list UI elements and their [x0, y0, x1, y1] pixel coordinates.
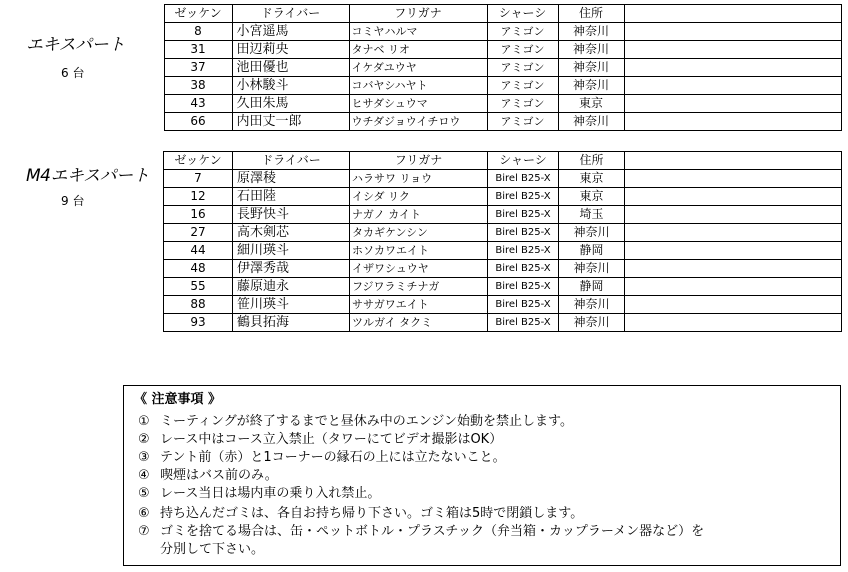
driver-name: 内田丈一郎: [232, 113, 349, 131]
note-text: 喫煙はバス前のみ。: [160, 468, 278, 483]
note-number: ⑦: [138, 524, 150, 539]
chassis: Birel B25-X: [488, 278, 559, 296]
prefecture: 神奈川: [558, 77, 624, 95]
note-item: [138, 520, 704, 539]
prefecture: 静岡: [559, 242, 625, 260]
prefecture: 東京: [558, 95, 624, 113]
chassis: アミゴン: [487, 41, 558, 59]
prefecture: 神奈川: [559, 224, 625, 242]
driver-name: 高木剣芯: [233, 224, 350, 242]
note-item: [138, 428, 502, 447]
driver-kana: イシダ リク: [350, 188, 488, 206]
note-number: ①: [138, 414, 150, 429]
table-row: [164, 170, 842, 188]
class-label-m4-expert: M4エキスパート: [26, 166, 150, 186]
note-item: [138, 446, 506, 465]
notes-title: 《 注意事項 》: [134, 392, 222, 407]
bib-number: 37: [164, 59, 232, 77]
prefecture: 埼玉: [559, 206, 625, 224]
table-header-row: [123, 5, 841, 23]
chassis: Birel B25-X: [488, 188, 559, 206]
bib-number: 12: [164, 188, 233, 206]
notes-box: [123, 385, 841, 566]
prefecture: 神奈川: [559, 314, 625, 332]
header-chassis: シャーシ: [487, 5, 558, 23]
bib-number: 7: [164, 170, 233, 188]
class-count-expert: 6 台: [61, 66, 85, 80]
bib-number: 88: [164, 296, 233, 314]
entry-table-expert: [123, 4, 842, 131]
bib-number: 55: [164, 278, 233, 296]
bib-number: 31: [164, 41, 232, 59]
prefecture: 神奈川: [558, 41, 624, 59]
chassis: Birel B25-X: [488, 296, 559, 314]
driver-kana: ナガノ カイト: [350, 206, 488, 224]
note-text: ミーティングが終了するまでと昼休み中のエンジン始動を禁止します。: [160, 414, 574, 429]
prefecture: 神奈川: [559, 296, 625, 314]
header-kana: フリガナ: [349, 5, 487, 23]
chassis: アミゴン: [487, 23, 558, 41]
bib-number: 93: [164, 314, 233, 332]
note-number: ⑤: [138, 486, 150, 501]
driver-name: 池田優也: [232, 59, 349, 77]
driver-name: 原澤稜: [233, 170, 350, 188]
chassis: アミゴン: [487, 59, 558, 77]
driver-kana: フジワラミチナガ: [350, 278, 488, 296]
table-row: [164, 242, 842, 260]
note-text: レース当日は場内車の乗り入れ禁止。: [160, 486, 381, 501]
bib-number: 43: [164, 95, 232, 113]
driver-name: 小宮遥馬: [232, 23, 349, 41]
driver-name: 小林駿斗: [232, 77, 349, 95]
driver-name: 笹川瑛斗: [233, 296, 350, 314]
chassis: アミゴン: [487, 113, 558, 131]
driver-kana: ホソカワエイト: [350, 242, 488, 260]
note-continuation: 分別して下さい。: [160, 542, 265, 557]
table-row: [164, 224, 842, 242]
bib-number: 27: [164, 224, 233, 242]
table-row: [164, 188, 842, 206]
prefecture: 神奈川: [558, 23, 624, 41]
table-row: [123, 41, 841, 59]
table-row: [164, 206, 842, 224]
driver-name: 久田朱馬: [232, 95, 349, 113]
note-item: [138, 464, 278, 483]
prefecture: 神奈川: [558, 113, 624, 131]
chassis: Birel B25-X: [488, 314, 559, 332]
driver-kana: イケダユウヤ: [349, 59, 487, 77]
table-row: [123, 59, 841, 77]
note-text: ゴミを捨てる場合は、缶・ペットボトル・プラスチック（弁当箱・カップラーメン器など）を: [160, 524, 705, 539]
driver-name: 石田陸: [233, 188, 350, 206]
driver-name: 長野快斗: [233, 206, 350, 224]
bib-number: 16: [164, 206, 233, 224]
table-header-row: [164, 152, 842, 170]
header-pref: 住所: [559, 152, 625, 170]
note-number: ②: [138, 432, 150, 447]
driver-kana: イザワシュウヤ: [350, 260, 488, 278]
prefecture: 静岡: [559, 278, 625, 296]
header-bib: ゼッケン: [164, 152, 233, 170]
header-bib: ゼッケン: [164, 5, 232, 23]
chassis: Birel B25-X: [488, 206, 559, 224]
driver-kana: ツルガイ タクミ: [350, 314, 488, 332]
table-row: [123, 23, 841, 41]
driver-name: 藤原迪永: [233, 278, 350, 296]
driver-kana: ハラサワ リョウ: [350, 170, 488, 188]
table-row: [164, 260, 842, 278]
prefecture: 神奈川: [559, 260, 625, 278]
driver-name: 細川瑛斗: [233, 242, 350, 260]
note-text: 持ち込んだゴミは、各自お持ち帰り下さい。ゴミ箱は5時で閉鎖します。: [160, 506, 584, 521]
header-pref: 住所: [558, 5, 624, 23]
header-driver: ドライバー: [232, 5, 349, 23]
header-chassis: シャーシ: [488, 152, 559, 170]
table-row: [123, 95, 841, 113]
note-item: [138, 410, 573, 429]
note-number: ③: [138, 450, 150, 465]
note-number: ④: [138, 468, 150, 483]
prefecture: 東京: [559, 188, 625, 206]
chassis: Birel B25-X: [488, 242, 559, 260]
note-text: テント前（赤）と1コーナーの縁石の上には立たないこと。: [160, 450, 506, 465]
note-item: [138, 502, 583, 521]
prefecture: 神奈川: [558, 59, 624, 77]
note-item: [138, 482, 380, 501]
chassis: アミゴン: [487, 77, 558, 95]
bib-number: 66: [164, 113, 232, 131]
driver-kana: タナベ リオ: [349, 41, 487, 59]
bib-number: 38: [164, 77, 232, 95]
bib-number: 8: [164, 23, 232, 41]
driver-name: 田辺莉央: [232, 41, 349, 59]
entry-table-m4-expert: [163, 151, 842, 332]
header-driver: ドライバー: [233, 152, 350, 170]
driver-kana: ヒサダシュウマ: [349, 95, 487, 113]
chassis: アミゴン: [487, 95, 558, 113]
driver-kana: タカギケンシン: [350, 224, 488, 242]
bib-number: 44: [164, 242, 233, 260]
chassis: Birel B25-X: [488, 224, 559, 242]
class-label-expert: エキスパート: [26, 35, 125, 55]
driver-kana: ササガワエイト: [350, 296, 488, 314]
table-row: [164, 296, 842, 314]
driver-kana: コバヤシハヤト: [349, 77, 487, 95]
chassis: Birel B25-X: [488, 170, 559, 188]
chassis: Birel B25-X: [488, 260, 559, 278]
header-kana: フリガナ: [350, 152, 488, 170]
table-row: [164, 278, 842, 296]
bib-number: 48: [164, 260, 233, 278]
class-count-m4-expert: 9 台: [61, 194, 85, 208]
driver-name: 伊澤秀哉: [233, 260, 350, 278]
note-number: ⑥: [138, 506, 150, 521]
table-row: [123, 113, 841, 131]
driver-name: 鶴貝拓海: [233, 314, 350, 332]
driver-kana: ウチダジョウイチロウ: [349, 113, 487, 131]
driver-kana: コミヤハルマ: [349, 23, 487, 41]
prefecture: 東京: [559, 170, 625, 188]
table-row: [164, 314, 842, 332]
table-row: [123, 77, 841, 95]
note-text: レース中はコース立入禁止（タワーにてビデオ撮影はOK）: [160, 432, 503, 447]
